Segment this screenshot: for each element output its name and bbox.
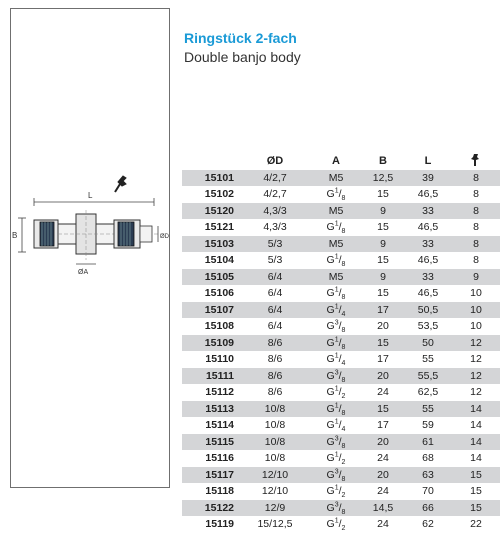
table-row	[182, 170, 500, 186]
cell-a: $G^1/_2$	[310, 483, 362, 500]
cell-a: $G^1/_4$	[310, 302, 362, 319]
cell-wrench-size: 14	[452, 434, 500, 451]
table-row	[182, 384, 500, 401]
cell-l: 33	[404, 269, 452, 286]
table-body	[182, 170, 500, 533]
cell-od: 8/6	[240, 368, 310, 385]
cell-wrench-size: 14	[452, 401, 500, 418]
cell-od: 10/8	[240, 417, 310, 434]
cell-code: 15115	[182, 434, 240, 451]
col-b: B	[379, 155, 387, 167]
technical-drawing	[14, 170, 174, 280]
table-row	[182, 417, 500, 434]
cell-b: 15	[362, 335, 404, 352]
product-title: Ringstück 2-fach	[184, 30, 297, 46]
table-row	[182, 401, 500, 418]
cell-a: $G^1/_8$	[310, 186, 362, 203]
cell-l: 55	[404, 351, 452, 368]
cell-b: 17	[362, 302, 404, 319]
cell-od: 5/3	[240, 252, 310, 269]
cell-wrench-size: 12	[452, 368, 500, 385]
cell-a: $G^1/_4$	[310, 417, 362, 434]
cell-a: M5	[310, 236, 362, 253]
cell-a: M5	[310, 203, 362, 220]
cell-wrench-size: 8	[452, 252, 500, 269]
cell-wrench-size: 10	[452, 302, 500, 319]
table-row	[182, 203, 500, 220]
cell-od: 12/10	[240, 483, 310, 500]
cell-wrench-size: 8	[452, 219, 500, 236]
spec-table-container	[182, 152, 500, 533]
table-row	[182, 467, 500, 484]
cell-od: 10/8	[240, 450, 310, 467]
cell-a: $G^3/_8$	[310, 467, 362, 484]
label-a: ØA	[78, 269, 89, 276]
cell-b: 15	[362, 186, 404, 203]
cell-a: $G^3/_8$	[310, 368, 362, 385]
cell-code: 15121	[182, 219, 240, 236]
cell-wrench-size: 14	[452, 450, 500, 467]
cell-od: 4/2,7	[240, 170, 310, 186]
cell-b: 24	[362, 483, 404, 500]
cell-code: 15120	[182, 203, 240, 220]
cell-b: 14,5	[362, 500, 404, 517]
cell-a: $G^3/_8$	[310, 318, 362, 335]
cell-od: 12/9	[240, 500, 310, 517]
col-wrench	[452, 152, 500, 170]
table-row	[182, 318, 500, 335]
cell-od: 4/2,7	[240, 186, 310, 203]
cell-code: 15122	[182, 500, 240, 517]
cell-wrench-size: 12	[452, 335, 500, 352]
cell-wrench-size: 15	[452, 500, 500, 517]
cell-b: 15	[362, 285, 404, 302]
cell-a: $G^1/_2$	[310, 384, 362, 401]
cell-code: 15116	[182, 450, 240, 467]
cell-b: 9	[362, 236, 404, 253]
cell-l: 53,5	[404, 318, 452, 335]
wrench-icon	[115, 176, 126, 192]
cell-code: 15102	[182, 186, 240, 203]
cell-wrench-size: 14	[452, 417, 500, 434]
table-row	[182, 335, 500, 352]
cell-wrench-size: 15	[452, 483, 500, 500]
cell-b: 24	[362, 384, 404, 401]
table-header	[182, 152, 500, 170]
cell-b: 20	[362, 368, 404, 385]
cell-code: 15110	[182, 351, 240, 368]
cell-a: $G^1/_8$	[310, 219, 362, 236]
cell-b: 20	[362, 434, 404, 451]
col-a: A	[332, 155, 340, 167]
table-row	[182, 186, 500, 203]
table-row	[182, 351, 500, 368]
cell-wrench-size: 8	[452, 170, 500, 186]
cell-od: 6/4	[240, 285, 310, 302]
cell-b: 12,5	[362, 170, 404, 186]
label-l: L	[88, 191, 93, 200]
cell-a: $G^3/_8$	[310, 434, 362, 451]
cell-a: M5	[310, 170, 362, 186]
cell-od: 6/4	[240, 318, 310, 335]
cell-wrench-size: 12	[452, 351, 500, 368]
cell-b: 9	[362, 203, 404, 220]
cell-b: 24	[362, 450, 404, 467]
cell-code: 15114	[182, 417, 240, 434]
cell-od: 6/4	[240, 269, 310, 286]
cell-b: 17	[362, 417, 404, 434]
cell-b: 15	[362, 401, 404, 418]
cell-code: 15105	[182, 269, 240, 286]
cell-code: 15107	[182, 302, 240, 319]
cell-code: 15113	[182, 401, 240, 418]
cell-l: 46,5	[404, 285, 452, 302]
cell-wrench-size: 9	[452, 269, 500, 286]
table-row	[182, 368, 500, 385]
cell-od: 6/4	[240, 302, 310, 319]
cell-l: 59	[404, 417, 452, 434]
cell-l: 33	[404, 203, 452, 220]
col-code	[182, 152, 240, 170]
label-d: ØD	[160, 234, 169, 240]
cell-wrench-size: 10	[452, 318, 500, 335]
cell-code: 15104	[182, 252, 240, 269]
col-od: ØD	[266, 155, 284, 167]
wrench-icon	[471, 154, 481, 166]
cell-l: 55,5	[404, 368, 452, 385]
cell-code: 15117	[182, 467, 240, 484]
table-row	[182, 236, 500, 253]
table-row	[182, 450, 500, 467]
cell-code: 15101	[182, 170, 240, 186]
table-row	[182, 483, 500, 500]
cell-a: $G^1/_8$	[310, 285, 362, 302]
cell-code: 15118	[182, 483, 240, 500]
cell-l: 46,5	[404, 252, 452, 269]
cell-l: 63	[404, 467, 452, 484]
cell-wrench-size: 8	[452, 236, 500, 253]
cell-wrench-size: 22	[452, 516, 500, 533]
cell-b: 20	[362, 467, 404, 484]
cell-a: $G^1/_8$	[310, 335, 362, 352]
product-subtitle: Double banjo body	[184, 49, 301, 65]
cell-l: 55	[404, 401, 452, 418]
cell-od: 4,3/3	[240, 219, 310, 236]
cell-od: 8/6	[240, 384, 310, 401]
cell-code: 15103	[182, 236, 240, 253]
cell-l: 70	[404, 483, 452, 500]
cell-b: 9	[362, 269, 404, 286]
cell-code: 15111	[182, 368, 240, 385]
table-row	[182, 500, 500, 517]
cell-l: 66	[404, 500, 452, 517]
label-b: B	[12, 231, 18, 240]
cell-code: 15108	[182, 318, 240, 335]
cell-code: 15119	[182, 516, 240, 533]
spec-table	[182, 152, 500, 533]
cell-l: 62	[404, 516, 452, 533]
cell-b: 17	[362, 351, 404, 368]
cell-b: 15	[362, 219, 404, 236]
cell-l: 50	[404, 335, 452, 352]
cell-l: 68	[404, 450, 452, 467]
cell-od: 15/12,5	[240, 516, 310, 533]
cell-b: 20	[362, 318, 404, 335]
cell-wrench-size: 8	[452, 203, 500, 220]
cell-l: 50,5	[404, 302, 452, 319]
table-row	[182, 285, 500, 302]
cell-code: 15106	[182, 285, 240, 302]
cell-a: $G^3/_8$	[310, 500, 362, 517]
table-row	[182, 269, 500, 286]
cell-l: 61	[404, 434, 452, 451]
cell-l: 33	[404, 236, 452, 253]
cell-od: 12/10	[240, 467, 310, 484]
cell-a: $G^1/_4$	[310, 351, 362, 368]
cell-wrench-size: 12	[452, 384, 500, 401]
cell-code: 15109	[182, 335, 240, 352]
cell-od: 10/8	[240, 434, 310, 451]
cell-a: $G^1/_2$	[310, 450, 362, 467]
cell-wrench-size: 10	[452, 285, 500, 302]
cell-b: 24	[362, 516, 404, 533]
cell-wrench-size: 8	[452, 186, 500, 203]
col-l: L	[424, 155, 432, 167]
table-row	[182, 516, 500, 533]
cell-od: 5/3	[240, 236, 310, 253]
table-row	[182, 219, 500, 236]
cell-od: 10/8	[240, 401, 310, 418]
cell-a: M5	[310, 269, 362, 286]
cell-l: 62,5	[404, 384, 452, 401]
cell-l: 39	[404, 170, 452, 186]
cell-a: $G^1/_8$	[310, 401, 362, 418]
cell-code: 15112	[182, 384, 240, 401]
cell-od: 8/6	[240, 335, 310, 352]
cell-a: $G^1/_8$	[310, 252, 362, 269]
cell-od: 4,3/3	[240, 203, 310, 220]
table-row	[182, 252, 500, 269]
table-row	[182, 302, 500, 319]
cell-wrench-size: 15	[452, 467, 500, 484]
cell-l: 46,5	[404, 186, 452, 203]
cell-a: $G^1/_2$	[310, 516, 362, 533]
cell-od: 8/6	[240, 351, 310, 368]
cell-l: 46,5	[404, 219, 452, 236]
table-row	[182, 434, 500, 451]
cell-b: 15	[362, 252, 404, 269]
